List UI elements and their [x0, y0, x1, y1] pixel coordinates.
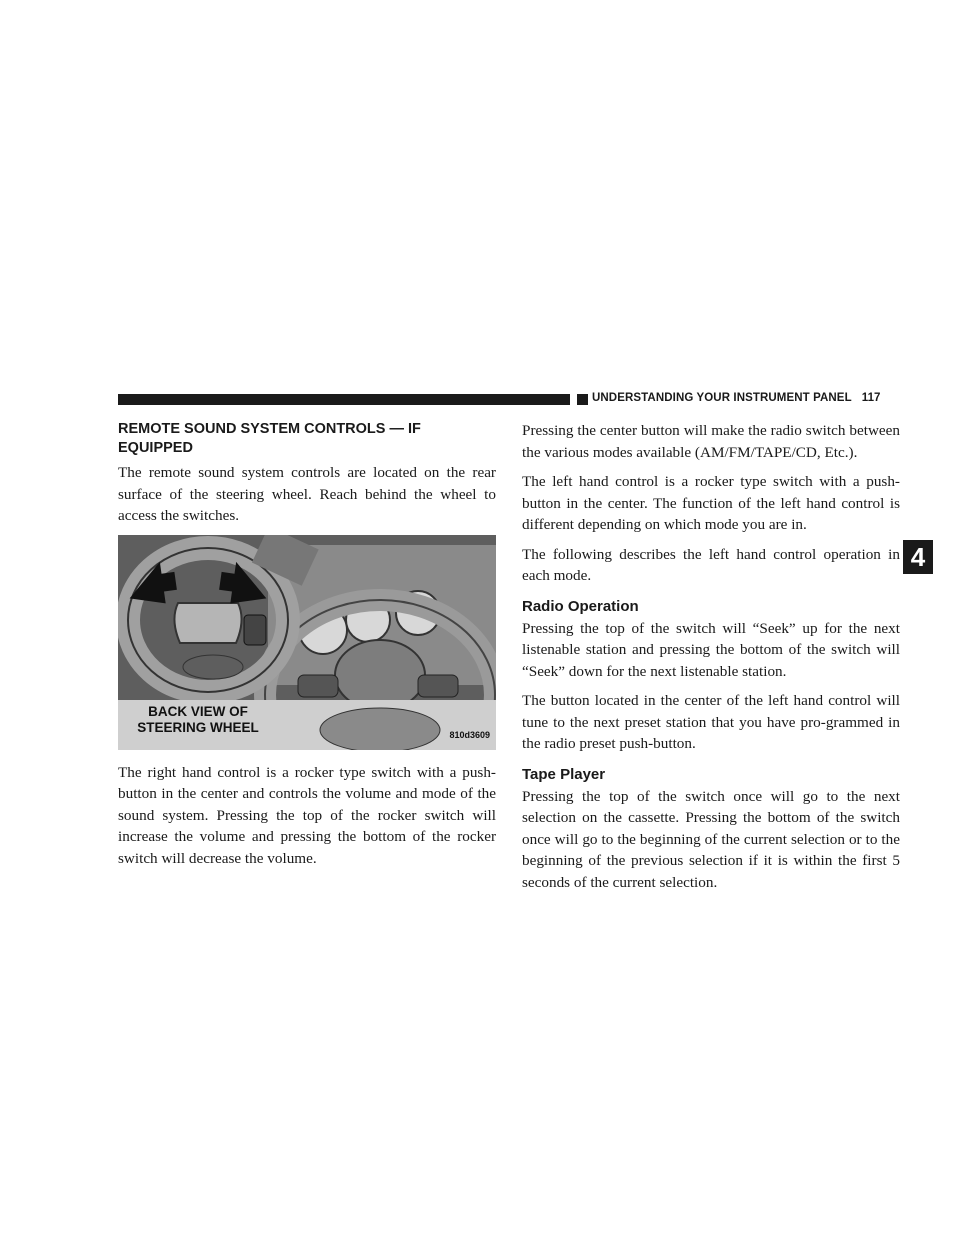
chapter-tab[interactable]: 4 [903, 540, 933, 574]
right-column [522, 420, 900, 901]
tape-player-heading: Tape Player [522, 765, 606, 783]
header-rule [118, 394, 570, 405]
describes-paragraph: The following describes the left hand control operation in each mode. [522, 545, 900, 584]
page-number: 117 [861, 392, 881, 404]
radio-operation-heading: Radio Operation [522, 597, 639, 615]
figure-caption: BACK VIEW OF STEERING WHEEL [137, 703, 259, 735]
right-control-paragraph: The right hand control is a rocker type switch with a push-button in the center and controls the volume and mode of the sound system. Pressing the top of the rocker switch will increase the volume and pressing the bottom of the rocker switch will decrease the volume. [118, 763, 496, 867]
running-header [592, 392, 881, 404]
steering-wheel-figure [118, 535, 496, 750]
figure-id: 810d3609 [449, 729, 490, 740]
tape-paragraph-1: Pressing the top of the switch once will go to the next selection on the cassette. Pressing the bottom of the switch once will go to the beginning of the current selection or to the beginning of the previous selection if it is within the first 5 seconds of the current selection. [522, 787, 900, 891]
header-section-title: UNDERSTANDING YOUR INSTRUMENT PANEL [592, 392, 852, 404]
intro-paragraph: The remote sound system controls are located on the rear surface of the steering wheel. Reach behind the wheel to access the switches. [118, 464, 496, 524]
section-heading: REMOTE SOUND SYSTEM CONTROLS — IF EQUIPPED [118, 421, 421, 456]
left-control-paragraph: The left hand control is a rocker type switch with a push-button in the center. The function of the left hand control is different depending on which mode you are in. [522, 473, 900, 533]
header-marker [577, 394, 588, 405]
radio-paragraph-2: The button located in the center of the left hand control will tune to the next preset station that you have pro-grammed in the radio preset push-button. [522, 692, 900, 752]
left-column [118, 420, 496, 877]
center-button-paragraph: Pressing the center button will make the radio switch between the various modes available (AM/FM/TAPE/CD, Etc.). [522, 422, 900, 461]
radio-paragraph-1: Pressing the top of the switch will “Seek” up for the next listenable station and pressing the bottom of the switch will “Seek” down for the next listenable station. [522, 619, 900, 680]
